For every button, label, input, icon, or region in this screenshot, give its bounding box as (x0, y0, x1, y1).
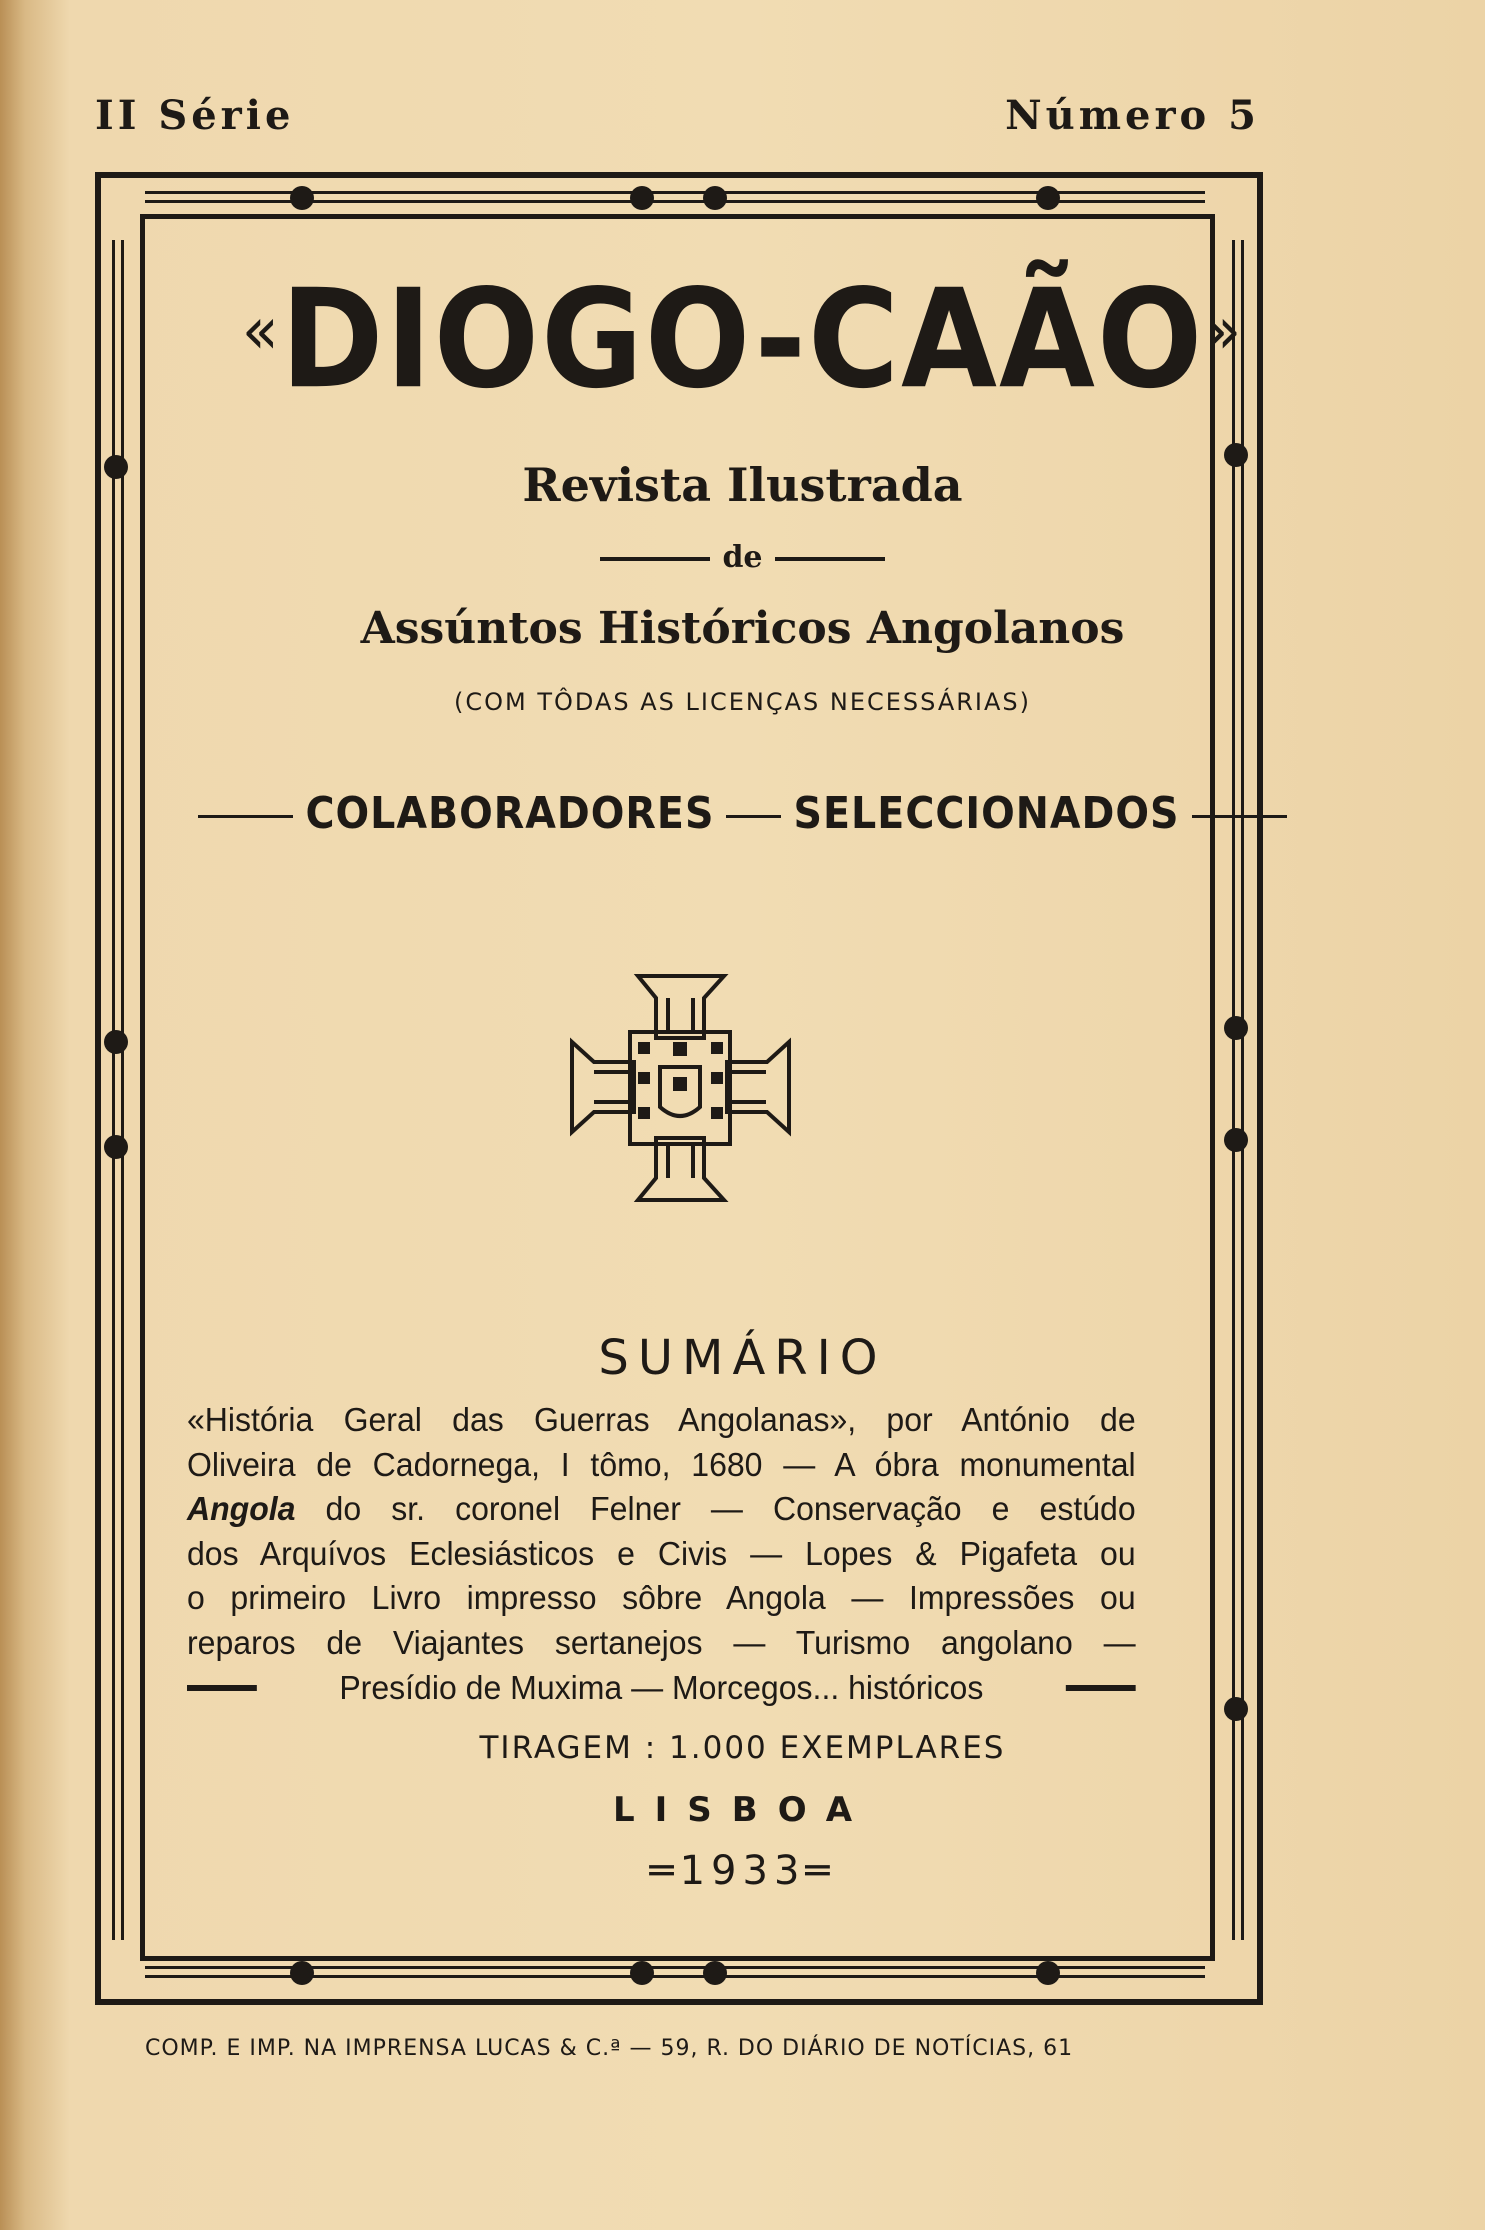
city: LISBOA (612, 1790, 873, 1830)
issue-number: Número 5 (1005, 92, 1260, 139)
printer-footer: COMP. E IMP. NA IMPRENSA LUCAS & C.ª — 59, R. DO DIÁRIO DE NOTÍCIAS, 61 (145, 2036, 1074, 2061)
summary-line: dos Arquívos Eclesiásticos e Civis — Lopes & Pigafeta ou (187, 1534, 1136, 1572)
subtitle-connector (0, 540, 1485, 575)
collaborators-line (0, 788, 1485, 839)
close-quote: » (1204, 292, 1244, 370)
collaborators-right: SELECCIONADOS (793, 788, 1180, 839)
summary-line: o primeiro Livro impresso sôbre Angola — Impressões ou (187, 1579, 1136, 1617)
magazine-title (0, 261, 1485, 419)
connector-text: de (722, 540, 763, 575)
border-dot (630, 1961, 654, 1985)
summary-line: reparos de Viajantes sertanejos — Turismo angolano — (187, 1623, 1136, 1661)
series-label: II Série (95, 92, 295, 139)
open-quote: « (241, 292, 281, 370)
summary-line: Oliveira de Cadornega, I tômo, 1680 — A óbra monumental (187, 1445, 1136, 1483)
summary-line: «História Geral das Guerras Angolanas», por António de (187, 1401, 1136, 1438)
subtitle-line1: Revista Ilustrada (522, 458, 963, 512)
summary-line (187, 1487, 1136, 1532)
border-dot (703, 1961, 727, 1985)
title-text: DIOGO-CAÃO (280, 260, 1205, 420)
border-dot (104, 1135, 128, 1159)
border-dot (1224, 1016, 1248, 1040)
border-dot (1224, 1697, 1248, 1721)
border-dot (104, 1030, 128, 1054)
angola-italic: Angola (187, 1490, 296, 1528)
licences-note: (COM TÔDAS AS LICENÇAS NECESSÁRIAS) (453, 688, 1032, 716)
collaborators-left: COLABORADORES (305, 788, 715, 839)
border-dot (1224, 1128, 1248, 1152)
summary-text (187, 1398, 1136, 1710)
border-dot (703, 186, 727, 210)
border-dot (290, 1961, 314, 1985)
border-dot (1036, 186, 1060, 210)
summary-last-line: Presídio de Muxima — Morcegos... históricos (339, 1668, 984, 1706)
border-dot (290, 186, 314, 210)
print-run: TIRAGEM : 1.000 EXEMPLARES (479, 1730, 1006, 1766)
summary-heading: SUMÁRIO (598, 1330, 887, 1386)
year-text: 1933 (679, 1848, 806, 1894)
cross-emblem-icon (568, 972, 793, 1204)
border-dot (1036, 1961, 1060, 1985)
subtitle-line2: Assúntos Históricos Angolanos (360, 603, 1125, 654)
border-dot (630, 186, 654, 210)
summary-line-rest: do sr. coronel Felner — Conservação e estúdo (295, 1490, 1136, 1528)
year: ═1933═ (649, 1848, 836, 1894)
summary-line (187, 1666, 1136, 1711)
